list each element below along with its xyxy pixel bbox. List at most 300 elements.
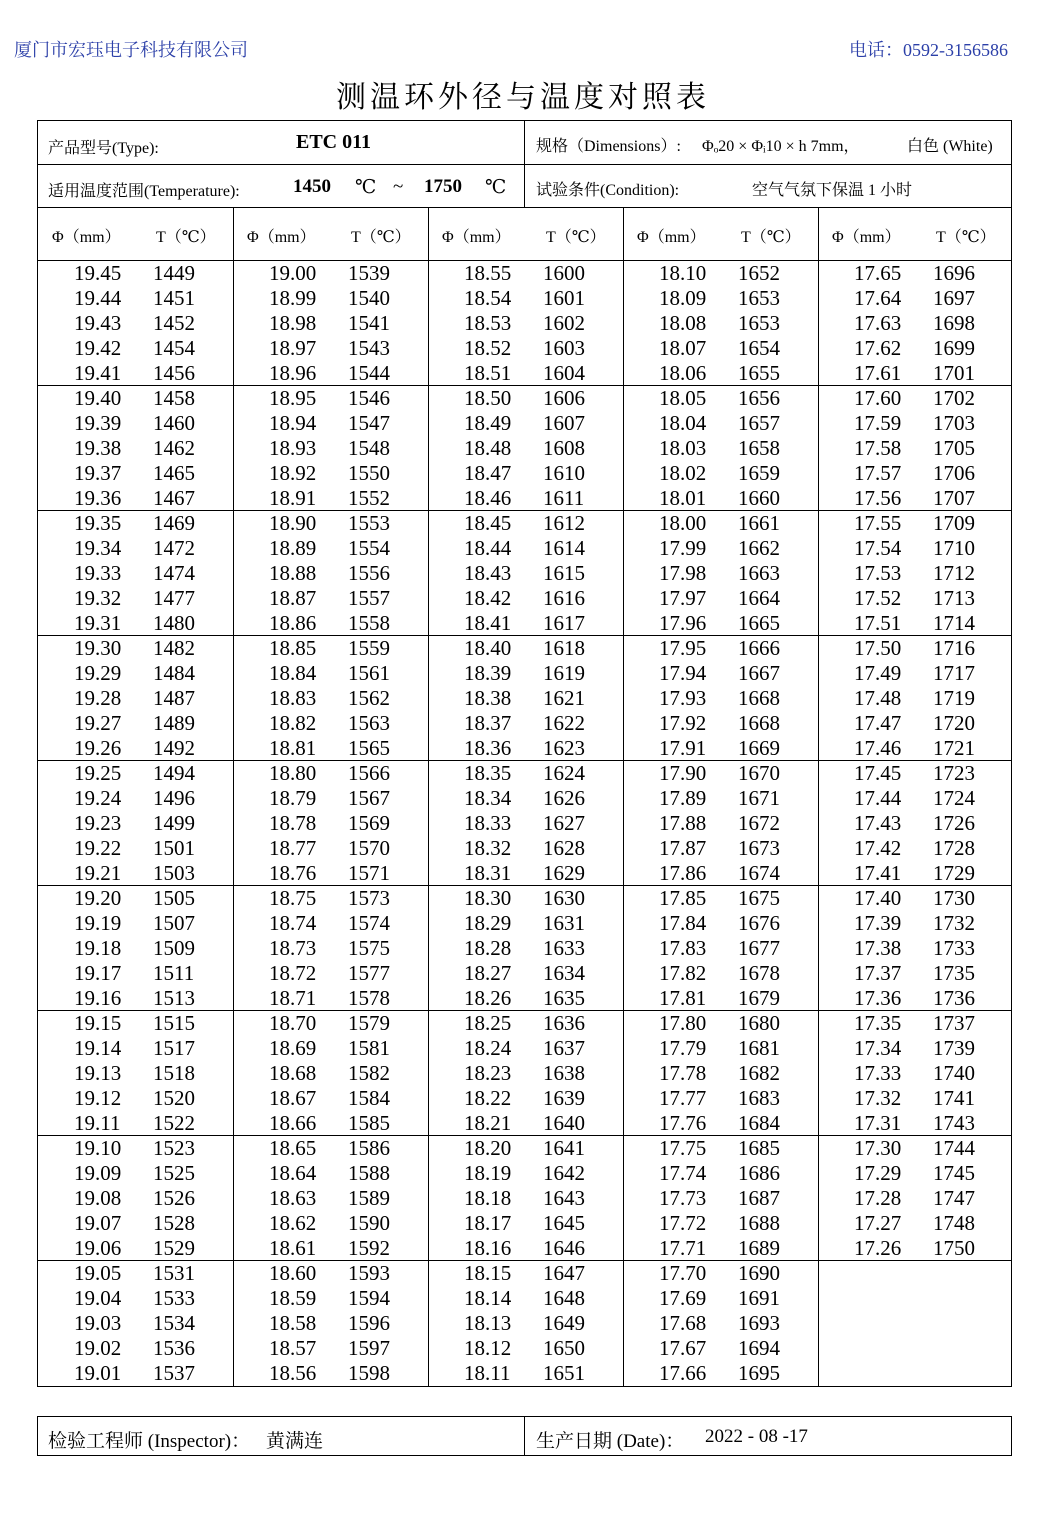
diameter-cell: 17.93 — [659, 685, 707, 710]
diameter-cell: 18.57 — [269, 1335, 317, 1360]
diameter-cell: 17.79 — [659, 1035, 707, 1060]
product-info-box — [37, 120, 1012, 208]
diameter-cell: 19.08 — [74, 1185, 122, 1210]
header-phi: Φ（mm） — [637, 229, 706, 246]
temperature-cell: 1554 — [348, 535, 390, 560]
type-value: ETC 011 — [296, 131, 372, 153]
diameter-cell: 17.95 — [659, 636, 707, 660]
diameter-cell: 17.89 — [659, 785, 707, 810]
temperature-cell: 1534 — [153, 1310, 195, 1335]
diameter-cell: 17.80 — [659, 1011, 707, 1035]
temperature-cell: 1679 — [738, 985, 780, 1010]
temperature-cell: 1556 — [348, 560, 390, 585]
temperature-cell: 1531 — [153, 1261, 195, 1285]
diameter-cell: 18.89 — [269, 535, 317, 560]
temperature-cell: 1623 — [543, 735, 585, 760]
temperature-cell: 1719 — [933, 685, 975, 710]
temperature-cell: 1552 — [348, 485, 390, 510]
diameter-cell: 18.07 — [659, 335, 707, 360]
temperature-cell: 1557 — [348, 585, 390, 610]
temperature-cell: 1594 — [348, 1285, 390, 1310]
temperature-cell: 1730 — [933, 886, 975, 910]
diameter-cell: 18.02 — [659, 460, 707, 485]
temperature-cell: 1624 — [543, 761, 585, 785]
diameter-cell: 18.32 — [464, 835, 512, 860]
diameter-cell: 17.31 — [854, 1110, 902, 1135]
diameter-cell: 18.60 — [269, 1261, 317, 1285]
temperature-cell: 1744 — [933, 1136, 975, 1160]
diameter-cell: 18.98 — [269, 310, 317, 335]
diameter-cell: 19.04 — [74, 1285, 122, 1310]
diameter-cell: 19.25 — [74, 761, 122, 785]
temperature-cell: 1669 — [738, 735, 780, 760]
temperature-cell: 1667 — [738, 660, 780, 685]
temperature-cell: 1517 — [153, 1035, 195, 1060]
temperature-cell: 1641 — [543, 1136, 585, 1160]
temperature-cell: 1637 — [543, 1035, 585, 1060]
temperature-unit-max: ℃ — [485, 177, 507, 198]
temperature-cell: 1723 — [933, 761, 975, 785]
temperature-cell: 1602 — [543, 310, 585, 335]
diameter-cell: 19.12 — [74, 1085, 122, 1110]
temperature-cell: 1658 — [738, 435, 780, 460]
temperature-cell: 1701 — [933, 360, 975, 385]
temperature-cell: 1548 — [348, 435, 390, 460]
temperature-cell: 1736 — [933, 985, 975, 1010]
temperature-cell: 1509 — [153, 935, 195, 960]
temperature-cell: 1469 — [153, 511, 195, 535]
diameter-cell: 17.77 — [659, 1085, 707, 1110]
temperature-cell: 1451 — [153, 285, 195, 310]
phone-number: 电话：0592-3156586 — [849, 40, 1008, 60]
diameter-cell: 19.10 — [74, 1136, 122, 1160]
temperature-cell: 1741 — [933, 1085, 975, 1110]
diameter-cell: 17.62 — [854, 335, 902, 360]
diameter-cell: 19.05 — [74, 1261, 122, 1285]
header-phi: Φ（mm） — [52, 229, 121, 246]
diameter-cell: 18.74 — [269, 910, 317, 935]
temperature-cell: 1482 — [153, 636, 195, 660]
diameter-cell: 19.44 — [74, 285, 122, 310]
temperature-cell: 1651 — [543, 1360, 585, 1385]
temperature-cell: 1646 — [543, 1235, 585, 1260]
diameter-cell: 18.41 — [464, 610, 512, 635]
temperature-cell: 1747 — [933, 1185, 975, 1210]
temperature-cell: 1721 — [933, 735, 975, 760]
diameter-cell: 18.93 — [269, 435, 317, 460]
temperature-cell: 1571 — [348, 860, 390, 885]
diameter-cell: 17.94 — [659, 660, 707, 685]
temperature-cell: 1563 — [348, 710, 390, 735]
diameter-cell: 19.22 — [74, 835, 122, 860]
diameter-cell: 19.35 — [74, 511, 122, 535]
diameter-cell: 19.03 — [74, 1310, 122, 1335]
temperature-cell: 1648 — [543, 1285, 585, 1310]
row-group — [38, 1261, 1011, 1385]
temperature-min: 1450 — [293, 176, 331, 197]
diameter-cell: 18.26 — [464, 985, 512, 1010]
temperature-cell: 1577 — [348, 960, 390, 985]
diameter-cell: 17.38 — [854, 935, 902, 960]
inspector-name: 黄满连 — [266, 1431, 324, 1452]
diameter-cell: 17.75 — [659, 1136, 707, 1160]
temperature-cell: 1626 — [543, 785, 585, 810]
temperature-cell: 1600 — [543, 261, 585, 285]
diameter-cell: 18.91 — [269, 485, 317, 510]
diameter-cell: 17.85 — [659, 886, 707, 910]
temperature-cell: 1666 — [738, 636, 780, 660]
temperature-cell: 1526 — [153, 1185, 195, 1210]
diameter-cell: 18.19 — [464, 1160, 512, 1185]
diameter-cell: 18.71 — [269, 985, 317, 1010]
temperature-cell: 1678 — [738, 960, 780, 985]
diameter-cell: 19.26 — [74, 735, 122, 760]
temperature-cell: 1618 — [543, 636, 585, 660]
temperature-cell: 1601 — [543, 285, 585, 310]
temperature-cell: 1665 — [738, 610, 780, 635]
diameter-cell: 17.63 — [854, 310, 902, 335]
temperature-cell: 1668 — [738, 710, 780, 735]
type-label: 产品型号(Type): — [48, 140, 159, 157]
temperature-cell: 1670 — [738, 761, 780, 785]
diameter-cell: 18.84 — [269, 660, 317, 685]
temperature-cell: 1606 — [543, 386, 585, 410]
diameter-cell: 18.62 — [269, 1210, 317, 1235]
diameter-cell: 19.37 — [74, 460, 122, 485]
temperature-cell: 1520 — [153, 1085, 195, 1110]
temperature-cell: 1522 — [153, 1110, 195, 1135]
diameter-cell: 18.04 — [659, 410, 707, 435]
diameter-cell: 19.18 — [74, 935, 122, 960]
diameter-cell: 18.87 — [269, 585, 317, 610]
temperature-cell: 1598 — [348, 1360, 390, 1385]
diameter-cell: 18.80 — [269, 761, 317, 785]
temperature-cell: 1726 — [933, 810, 975, 835]
temperature-cell: 1574 — [348, 910, 390, 935]
diameter-cell: 18.22 — [464, 1085, 512, 1110]
diameter-cell: 18.67 — [269, 1085, 317, 1110]
temperature-cell: 1575 — [348, 935, 390, 960]
diameter-cell: 18.73 — [269, 935, 317, 960]
temperature-cell: 1593 — [348, 1261, 390, 1285]
diameter-cell: 17.49 — [854, 660, 902, 685]
temperature-cell: 1525 — [153, 1160, 195, 1185]
diameter-cell: 19.23 — [74, 810, 122, 835]
diameter-cell: 19.29 — [74, 660, 122, 685]
temperature-cell: 1735 — [933, 960, 975, 985]
temperature-cell: 1645 — [543, 1210, 585, 1235]
temperature-cell: 1582 — [348, 1060, 390, 1085]
temperature-cell: 1671 — [738, 785, 780, 810]
temperature-cell: 1706 — [933, 460, 975, 485]
temperature-cell: 1697 — [933, 285, 975, 310]
temperature-cell: 1569 — [348, 810, 390, 835]
diameter-cell: 18.09 — [659, 285, 707, 310]
diameter-cell: 18.28 — [464, 935, 512, 960]
diameter-cell: 17.54 — [854, 535, 902, 560]
diameter-cell: 17.73 — [659, 1185, 707, 1210]
temperature-cell: 1642 — [543, 1160, 585, 1185]
temperature-cell: 1494 — [153, 761, 195, 785]
diameter-cell: 17.53 — [854, 560, 902, 585]
diameter-cell: 19.42 — [74, 335, 122, 360]
diameter-cell: 17.61 — [854, 360, 902, 385]
temperature-cell: 1570 — [348, 835, 390, 860]
temperature-cell: 1592 — [348, 1235, 390, 1260]
diameter-cell: 18.03 — [659, 435, 707, 460]
diameter-cell: 18.52 — [464, 335, 512, 360]
temperature-cell: 1655 — [738, 360, 780, 385]
diameter-cell: 17.40 — [854, 886, 902, 910]
date-value: 2022 - 08 -17 — [705, 1426, 808, 1447]
diameter-cell: 19.30 — [74, 636, 122, 660]
temperature-cell: 1682 — [738, 1060, 780, 1085]
diameter-cell: 18.00 — [659, 511, 707, 535]
temperature-unit-min: ℃ — [355, 177, 377, 198]
diameter-cell: 17.42 — [854, 835, 902, 860]
temperature-cell: 1507 — [153, 910, 195, 935]
diameter-cell: 17.66 — [659, 1360, 707, 1385]
diameter-cell: 18.10 — [659, 261, 707, 285]
diameter-cell: 17.28 — [854, 1185, 902, 1210]
diameter-cell: 18.33 — [464, 810, 512, 835]
temperature-cell: 1558 — [348, 610, 390, 635]
temperature-cell: 1562 — [348, 685, 390, 710]
temperature-cell: 1597 — [348, 1335, 390, 1360]
diameter-cell: 17.88 — [659, 810, 707, 835]
temperature-cell: 1567 — [348, 785, 390, 810]
header-phi: Φ（mm） — [832, 229, 901, 246]
diameter-cell: 17.92 — [659, 710, 707, 735]
diameter-cell: 17.74 — [659, 1160, 707, 1185]
diameter-cell: 19.28 — [74, 685, 122, 710]
temperature-cell: 1573 — [348, 886, 390, 910]
row-group — [38, 1011, 1011, 1136]
temperature-cell: 1503 — [153, 860, 195, 885]
diameter-cell: 18.35 — [464, 761, 512, 785]
diameter-cell: 18.46 — [464, 485, 512, 510]
diameter-cell: 18.42 — [464, 585, 512, 610]
diameter-cell: 18.55 — [464, 261, 512, 285]
diameter-cell: 19.33 — [74, 560, 122, 585]
temperature-cell: 1603 — [543, 335, 585, 360]
temperature-cell: 1629 — [543, 860, 585, 885]
temperature-cell: 1732 — [933, 910, 975, 935]
temperature-cell: 1713 — [933, 585, 975, 610]
temperature-cell: 1559 — [348, 636, 390, 660]
temperature-cell: 1647 — [543, 1261, 585, 1285]
diameter-cell: 17.34 — [854, 1035, 902, 1060]
temperature-cell: 1674 — [738, 860, 780, 885]
temperature-cell: 1720 — [933, 710, 975, 735]
diameter-cell: 18.11 — [464, 1360, 511, 1385]
diameter-cell: 18.88 — [269, 560, 317, 585]
diameter-cell: 19.11 — [74, 1110, 121, 1135]
diameter-cell: 17.70 — [659, 1261, 707, 1285]
diameter-cell: 17.78 — [659, 1060, 707, 1085]
temperature-cell: 1748 — [933, 1210, 975, 1235]
diameter-cell: 18.01 — [659, 485, 707, 510]
temperature-cell: 1733 — [933, 935, 975, 960]
diameter-temperature-table — [37, 208, 1012, 1387]
diameter-cell: 18.78 — [269, 810, 317, 835]
diameter-cell: 17.39 — [854, 910, 902, 935]
temperature-cell: 1639 — [543, 1085, 585, 1110]
temperature-cell: 1635 — [543, 985, 585, 1010]
diameter-cell: 17.51 — [854, 610, 902, 635]
temperature-cell: 1636 — [543, 1011, 585, 1035]
temperature-cell: 1633 — [543, 935, 585, 960]
temperature-cell: 1650 — [543, 1335, 585, 1360]
diameter-cell: 17.91 — [659, 735, 707, 760]
temperature-cell: 1702 — [933, 386, 975, 410]
temperature-cell: 1561 — [348, 660, 390, 685]
diameter-cell: 18.36 — [464, 735, 512, 760]
temperature-cell: 1543 — [348, 335, 390, 360]
temperature-cell: 1544 — [348, 360, 390, 385]
diameter-cell: 19.39 — [74, 410, 122, 435]
diameter-cell: 19.21 — [74, 860, 122, 885]
diameter-cell: 17.99 — [659, 535, 707, 560]
temperature-cell: 1484 — [153, 660, 195, 685]
temperature-cell: 1589 — [348, 1185, 390, 1210]
temperature-cell: 1699 — [933, 335, 975, 360]
row-group — [38, 261, 1011, 386]
temperature-cell: 1691 — [738, 1285, 780, 1310]
diameter-cell: 18.99 — [269, 285, 317, 310]
temperature-cell: 1546 — [348, 386, 390, 410]
diameter-cell: 17.72 — [659, 1210, 707, 1235]
temperature-cell: 1505 — [153, 886, 195, 910]
temperature-cell: 1540 — [348, 285, 390, 310]
temperature-cell: 1677 — [738, 935, 780, 960]
diameter-cell: 18.20 — [464, 1136, 512, 1160]
temperature-cell: 1547 — [348, 410, 390, 435]
temperature-cell: 1689 — [738, 1235, 780, 1260]
temperature-cell: 1492 — [153, 735, 195, 760]
diameter-cell: 18.44 — [464, 535, 512, 560]
diameter-cell: 17.35 — [854, 1011, 902, 1035]
temperature-cell: 1511 — [153, 960, 195, 985]
temperature-cell: 1638 — [543, 1060, 585, 1085]
temperature-cell: 1634 — [543, 960, 585, 985]
temperature-cell: 1565 — [348, 735, 390, 760]
diameter-cell: 17.96 — [659, 610, 707, 635]
diameter-cell: 19.38 — [74, 435, 122, 460]
temperature-cell: 1477 — [153, 585, 195, 610]
temperature-cell: 1588 — [348, 1160, 390, 1185]
temperature-cell: 1539 — [348, 261, 390, 285]
temperature-cell: 1611 — [543, 485, 585, 510]
temperature-cell: 1608 — [543, 435, 585, 460]
diameter-cell: 17.84 — [659, 910, 707, 935]
diameter-cell: 17.86 — [659, 860, 707, 885]
row-group — [38, 761, 1011, 886]
diameter-cell: 18.13 — [464, 1310, 512, 1335]
diameter-cell: 17.36 — [854, 985, 902, 1010]
diameter-cell: 18.30 — [464, 886, 512, 910]
temperature-cell: 1533 — [153, 1285, 195, 1310]
diameter-cell: 18.72 — [269, 960, 317, 985]
diameter-cell: 19.24 — [74, 785, 122, 810]
diameter-cell: 17.41 — [854, 860, 902, 885]
row-group — [38, 1136, 1011, 1261]
diameter-cell: 18.70 — [269, 1011, 317, 1035]
temperature-cell: 1684 — [738, 1110, 780, 1135]
temperature-cell: 1649 — [543, 1310, 585, 1335]
temperature-cell: 1622 — [543, 710, 585, 735]
diameter-cell: 17.81 — [659, 985, 707, 1010]
diameter-cell: 17.98 — [659, 560, 707, 585]
temperature-cell: 1660 — [738, 485, 780, 510]
diameter-cell: 19.27 — [74, 710, 122, 735]
temperature-cell: 1681 — [738, 1035, 780, 1060]
temperature-cell: 1474 — [153, 560, 195, 585]
temperature-cell: 1452 — [153, 310, 195, 335]
diameter-cell: 17.56 — [854, 485, 902, 510]
header-phi: Φ（mm） — [247, 229, 316, 246]
diameter-cell: 18.97 — [269, 335, 317, 360]
diameter-cell: 18.83 — [269, 685, 317, 710]
diameter-cell: 17.59 — [854, 410, 902, 435]
temperature-cell: 1523 — [153, 1136, 195, 1160]
temperature-cell: 1628 — [543, 835, 585, 860]
temperature-cell: 1654 — [738, 335, 780, 360]
diameter-cell: 17.33 — [854, 1060, 902, 1085]
temperature-cell: 1698 — [933, 310, 975, 335]
diameter-cell: 18.24 — [464, 1035, 512, 1060]
diameter-cell: 17.55 — [854, 511, 902, 535]
diameter-cell: 17.60 — [854, 386, 902, 410]
temperature-cell: 1659 — [738, 460, 780, 485]
diameter-cell: 17.68 — [659, 1310, 707, 1335]
diameter-cell: 17.76 — [659, 1110, 707, 1135]
temperature-cell: 1501 — [153, 835, 195, 860]
diameter-cell: 18.53 — [464, 310, 512, 335]
temperature-cell: 1586 — [348, 1136, 390, 1160]
temperature-cell: 1688 — [738, 1210, 780, 1235]
diameter-cell: 18.39 — [464, 660, 512, 685]
diameter-cell: 18.65 — [269, 1136, 317, 1160]
temperature-cell: 1716 — [933, 636, 975, 660]
diameter-cell: 18.50 — [464, 386, 512, 410]
diameter-cell: 18.17 — [464, 1210, 512, 1235]
temperature-cell: 1750 — [933, 1235, 975, 1260]
diameter-cell: 17.69 — [659, 1285, 707, 1310]
temperature-cell: 1675 — [738, 886, 780, 910]
temperature-cell: 1585 — [348, 1110, 390, 1135]
diameter-cell: 18.64 — [269, 1160, 317, 1185]
diameter-cell: 19.40 — [74, 386, 122, 410]
diameter-cell: 17.64 — [854, 285, 902, 310]
temperature-cell: 1541 — [348, 310, 390, 335]
header-temperature: T（℃） — [741, 229, 801, 246]
diameter-cell: 18.45 — [464, 511, 512, 535]
temperature-cell: 1487 — [153, 685, 195, 710]
dimensions-value: Φₒ20 × Φᵢ10 × h 7mm， — [702, 138, 860, 155]
temperature-cell: 1668 — [738, 685, 780, 710]
temperature-cell: 1695 — [738, 1360, 780, 1385]
diameter-cell: 19.06 — [74, 1235, 122, 1260]
temperature-cell: 1456 — [153, 360, 195, 385]
temperature-cell: 1653 — [738, 310, 780, 335]
diameter-cell: 18.69 — [269, 1035, 317, 1060]
temperature-cell: 1707 — [933, 485, 975, 510]
diameter-cell: 17.65 — [854, 261, 902, 285]
row-group — [38, 636, 1011, 761]
page-title: 测温环外径与温度对照表 — [336, 81, 710, 114]
diameter-cell: 18.23 — [464, 1060, 512, 1085]
